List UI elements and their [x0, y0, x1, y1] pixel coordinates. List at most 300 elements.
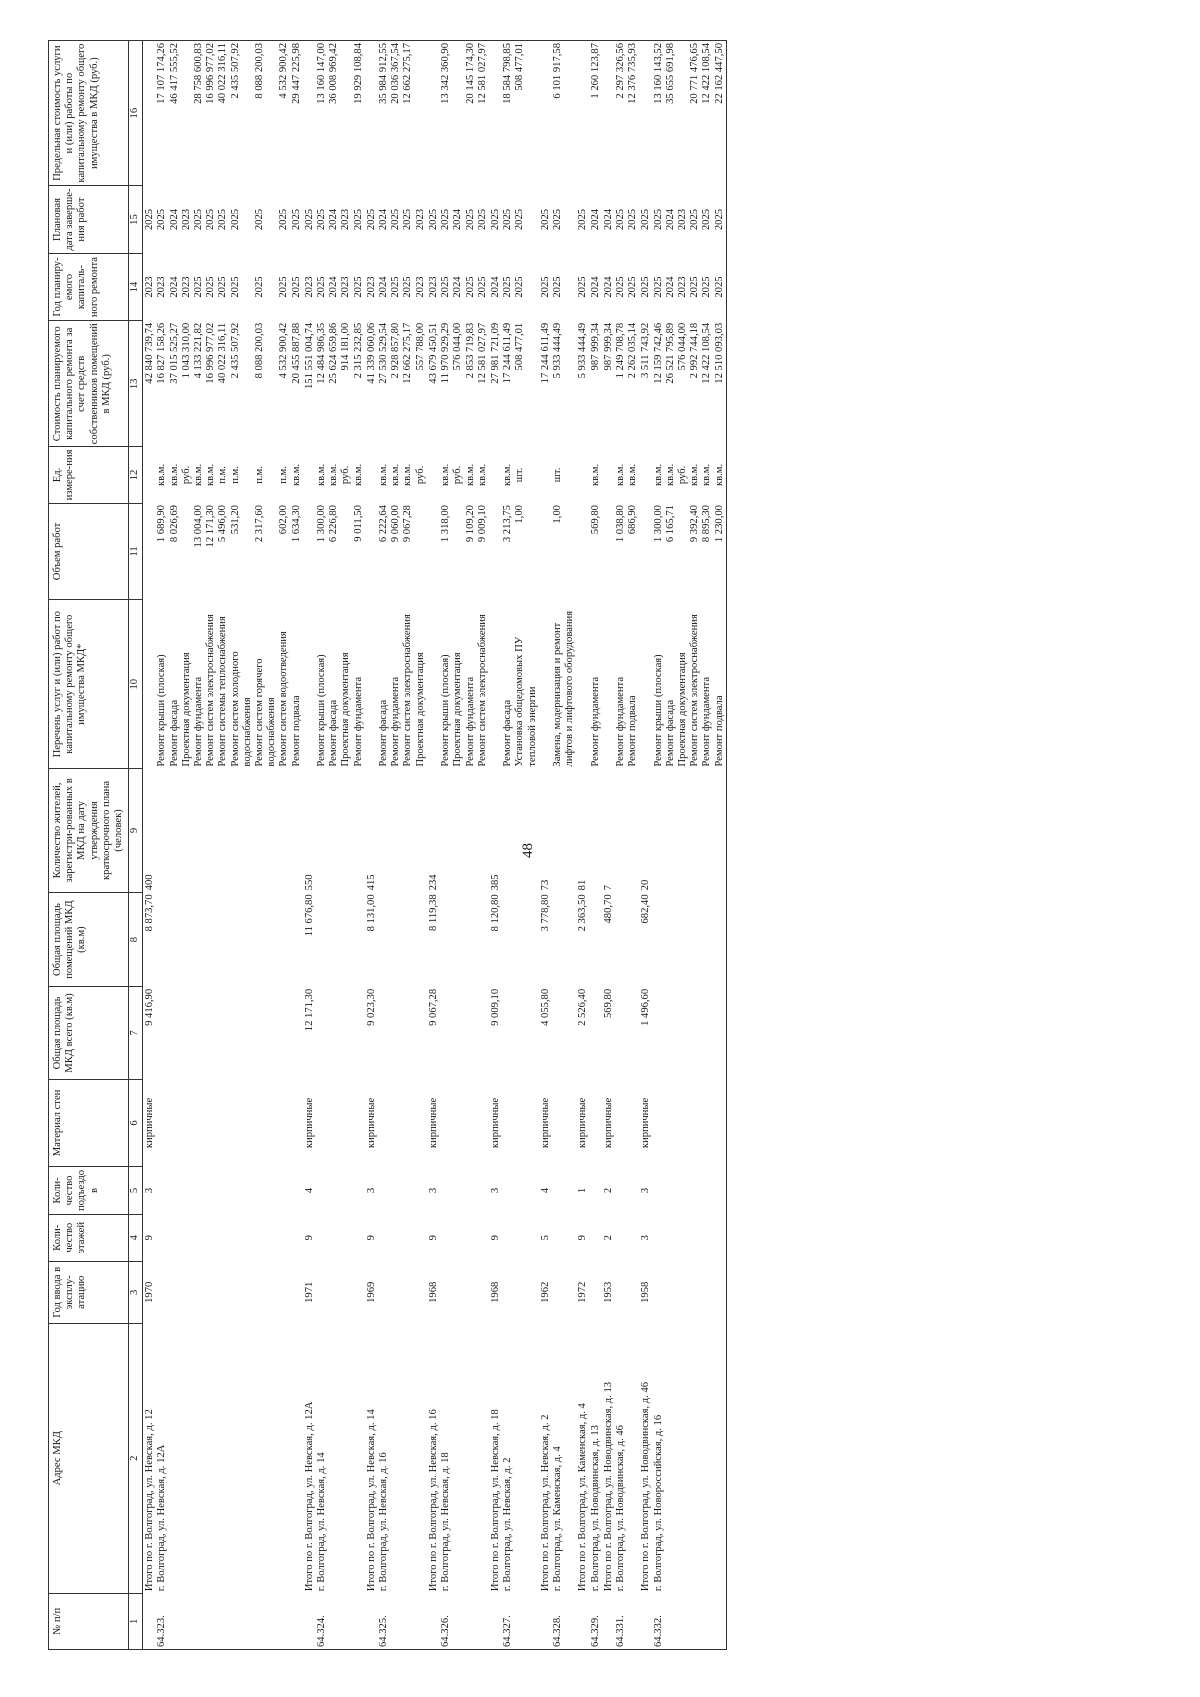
cell-completion-date: 2025	[427, 208, 439, 231]
cell-residents	[615, 769, 627, 893]
cell-unit	[427, 447, 440, 503]
cell-row-number	[714, 1593, 727, 1649]
cell-owner-cost: 17 244 611,49	[539, 322, 551, 384]
cell-row-number	[689, 1593, 701, 1649]
cell-entrances	[217, 1167, 229, 1214]
cell-max-cost: 12 581 027,97	[476, 43, 488, 104]
cell-work-volume: 9 392,40	[689, 505, 701, 543]
cell-planned-year: 2023	[156, 276, 168, 298]
cell-commission-year	[291, 1261, 303, 1323]
cell-row-number	[639, 1593, 652, 1649]
cell-wall-material	[415, 1079, 427, 1167]
cell-work-type: Ремонт крыши (плоская)	[316, 654, 328, 767]
cell-unit: п.м.	[278, 466, 290, 484]
cell-residents	[316, 769, 328, 893]
cell-residents	[291, 769, 303, 893]
table-row	[452, 41, 464, 1650]
cell-total-area	[217, 987, 229, 1079]
cell-commission-year	[254, 1261, 278, 1323]
cell-commission-year: 1970	[144, 1281, 156, 1303]
cell-work-volume: 1 689,90	[156, 505, 168, 543]
table-row	[502, 41, 514, 1650]
cell-unit: кв.м.	[352, 463, 364, 487]
cell-planned-year: 2024	[378, 276, 390, 298]
cell-completion-date: 2025	[689, 208, 701, 231]
cell-floors: 9	[427, 1235, 439, 1241]
cell-floors	[689, 1214, 701, 1261]
cell-max-cost: 13 160 147,00	[316, 43, 328, 104]
cell-commission-year	[169, 1261, 181, 1323]
cell-row-number	[701, 1593, 713, 1649]
cell-max-cost: 13 342 360,90	[440, 43, 452, 104]
cell-commission-year	[714, 1261, 727, 1323]
cell-row-number	[193, 1593, 205, 1649]
cell-work-type: Ремонт фундамента	[390, 676, 402, 767]
cell-max-cost: 12 376 735,93	[627, 43, 639, 104]
cell-total-area	[465, 987, 477, 1079]
cell-work-type: Ремонт системы теплоснабжения	[217, 616, 229, 767]
cell-max-cost	[427, 41, 440, 186]
cell-work-type: Ремонт крыши (плоская)	[440, 654, 452, 767]
cell-max-cost: 35 655 691,98	[664, 43, 676, 104]
cell-unit: кв.м.	[464, 463, 476, 487]
cell-unit	[539, 447, 552, 503]
cell-unit: п.м.	[217, 466, 229, 484]
cell-owner-cost: 987 999,34	[589, 322, 601, 371]
cell-planned-year: 2025	[229, 276, 241, 298]
table-row	[156, 41, 168, 1650]
cell-completion-date: 2025	[440, 208, 452, 231]
cell-premises-area	[714, 892, 727, 987]
cell-premises-area	[328, 892, 340, 987]
cell-completion-date: 2025	[713, 208, 725, 231]
cell-total-area: 569,80	[602, 988, 614, 1018]
cell-planned-year: 2024	[489, 276, 501, 298]
cell-premises-area: 8 119,38	[427, 894, 439, 932]
cell-work-type	[539, 600, 552, 769]
cell-address	[677, 1323, 689, 1593]
cell-completion-date: 2023	[414, 208, 426, 231]
cell-floors: 9	[365, 1235, 377, 1241]
cell-row-number	[415, 1593, 427, 1649]
cell-work-type: Проектная документация	[452, 652, 464, 767]
cell-total-area	[452, 987, 464, 1079]
cell-planned-year: 2023	[303, 276, 315, 298]
cell-completion-date: 2023	[180, 208, 192, 231]
cell-work-volume	[365, 503, 378, 600]
cell-residents	[217, 769, 229, 893]
cell-wall-material	[156, 1079, 168, 1167]
cell-work-volume	[539, 503, 552, 600]
cell-work-type	[427, 600, 440, 769]
cell-owner-cost: 2 315 232,85	[352, 322, 364, 379]
cell-row-number: 64.331.	[614, 1615, 626, 1647]
cell-residents	[440, 769, 452, 893]
cell-residents	[378, 769, 390, 893]
cell-max-cost	[303, 41, 316, 186]
cell-owner-cost: 557 788,00	[414, 322, 426, 371]
cell-total-area	[689, 987, 701, 1079]
cell-commission-year	[230, 1261, 254, 1323]
cell-completion-date: 2025	[290, 208, 302, 231]
cell-planned-year: 2023	[340, 276, 352, 298]
cell-work-type: Ремонт крыши (плоская)	[652, 654, 664, 767]
cell-row-number	[328, 1593, 340, 1649]
cell-residents	[502, 769, 514, 893]
cell-residents	[677, 769, 689, 893]
cell-planned-year: 2025	[205, 276, 217, 298]
cell-unit: кв.м.	[193, 463, 205, 487]
cell-row-number	[205, 1593, 217, 1649]
cell-residents	[205, 769, 217, 893]
cell-floors	[440, 1214, 452, 1261]
cell-residents	[415, 769, 427, 893]
cell-residents: 550	[303, 874, 315, 891]
cell-owner-cost: 27 981 721,09	[489, 322, 501, 384]
cell-work-type: Ремонт систем электроснабжения	[476, 614, 488, 767]
cell-unit: кв.м.	[205, 463, 217, 487]
cell-max-cost: 2 435 507,92	[229, 43, 241, 99]
cell-total-area	[316, 987, 328, 1079]
cell-residents	[689, 769, 701, 893]
cell-wall-material	[181, 1079, 193, 1167]
cell-planned-year: 2023	[676, 276, 688, 298]
table-row	[193, 41, 205, 1650]
cell-unit: кв.м.	[664, 463, 676, 487]
total-row	[303, 41, 316, 1650]
cell-row-number: 64.329.	[589, 1615, 601, 1647]
cell-completion-date: 2025	[352, 208, 364, 231]
cell-work-type	[602, 600, 615, 769]
cell-wall-material	[353, 1079, 365, 1167]
cell-work-type: Ремонт фундамента	[614, 676, 626, 767]
cell-unit: кв.м.	[316, 463, 328, 487]
table-row	[378, 41, 390, 1650]
total-row	[602, 41, 615, 1650]
cell-unit: кв.м.	[476, 463, 488, 487]
cell-wall-material	[465, 1079, 477, 1167]
cell-total-area	[328, 987, 340, 1079]
cell-wall-material: кирпичные	[144, 1097, 156, 1149]
cell-floors	[653, 1214, 665, 1261]
cell-address	[465, 1323, 477, 1593]
cell-planned-year: 2025	[278, 276, 290, 298]
cell-unit: шт.	[514, 467, 526, 483]
cell-floors	[627, 1214, 639, 1261]
cell-address: г. Волгоград, ул. Новодвинская, д. 13	[589, 1425, 601, 1592]
cell-work-volume	[452, 503, 464, 600]
cell-max-cost	[602, 41, 615, 186]
cell-entrances: 3	[427, 1187, 439, 1194]
total-row	[539, 41, 552, 1650]
cell-wall-material	[701, 1079, 713, 1167]
cell-premises-area: 2 363,50	[577, 894, 589, 932]
cell-planned-year: 2024	[602, 276, 614, 298]
cell-max-cost: 17 107 174,26	[156, 43, 168, 104]
cell-wall-material	[452, 1079, 464, 1167]
cell-address: Итого по г. Волгоград, ул. Невская, д. 16	[427, 1409, 439, 1592]
cell-address: г. Волгоград, ул. Невская, д. 18	[440, 1452, 452, 1592]
cell-commission-year	[415, 1261, 427, 1323]
cell-planned-year: 2025	[476, 276, 488, 298]
cell-planned-year: 2025	[464, 276, 476, 298]
cell-floors	[316, 1214, 328, 1261]
cell-planned-year: 2025	[193, 276, 205, 298]
cell-total-area	[230, 987, 254, 1079]
cell-residents: 81	[577, 879, 589, 891]
cell-total-area	[181, 987, 193, 1079]
cell-owner-cost: 11 970 929,29	[440, 322, 452, 384]
cell-max-cost: 16 996 977,02	[205, 43, 217, 104]
cell-floors	[514, 1214, 538, 1261]
cell-residents	[193, 769, 205, 893]
cell-total-area	[665, 987, 677, 1079]
cell-address: Итого по г. Волгоград, ул. Невская, д. 2	[539, 1414, 551, 1592]
cell-owner-cost: 25 624 659,86	[328, 322, 340, 384]
cell-wall-material	[316, 1079, 328, 1167]
cell-completion-date: 2025	[365, 208, 377, 231]
cell-premises-area	[552, 892, 576, 987]
cell-work-volume: 686,90	[627, 505, 639, 535]
cell-total-area	[653, 987, 665, 1079]
cell-entrances: 3	[640, 1187, 652, 1194]
total-row	[639, 41, 652, 1650]
cell-work-type: Установка общедомовых ПУ тепловой энергии	[514, 636, 538, 767]
column-number-work-volume: 11	[129, 503, 143, 600]
cell-row-number	[677, 1593, 689, 1649]
cell-address: г. Волгоград, ул. Невская, д. 16	[378, 1452, 390, 1592]
cell-completion-date: 2025	[254, 208, 266, 231]
cell-address	[217, 1323, 229, 1593]
cell-wall-material	[254, 1079, 278, 1167]
cell-address	[714, 1323, 727, 1593]
column-number-residents: 9	[129, 769, 143, 893]
table-row	[169, 41, 181, 1650]
cell-entrances	[677, 1167, 689, 1214]
table-row	[217, 41, 229, 1650]
cell-floors	[552, 1214, 576, 1261]
cell-wall-material	[193, 1079, 205, 1167]
cell-owner-cost: 8 088 200,03	[254, 322, 266, 379]
cell-row-number	[254, 1593, 278, 1649]
cell-commission-year	[465, 1261, 477, 1323]
cell-work-volume	[639, 503, 652, 600]
cell-commission-year	[193, 1261, 205, 1323]
cell-premises-area	[390, 892, 402, 987]
cell-premises-area	[378, 892, 390, 987]
cell-planned-year: 2025	[402, 276, 414, 298]
cell-entrances	[378, 1167, 390, 1214]
cell-owner-cost: 26 521 795,89	[664, 322, 676, 384]
table-row	[353, 41, 365, 1650]
header-wall-material: Материал стен	[49, 1079, 129, 1167]
cell-max-cost: 19 929 108,84	[352, 43, 364, 104]
cell-work-volume: 8 026,69	[168, 505, 180, 543]
table-row	[677, 41, 689, 1650]
cell-floors	[677, 1214, 689, 1261]
cell-total-area	[502, 987, 514, 1079]
table-row	[627, 41, 639, 1650]
cell-entrances	[701, 1167, 713, 1214]
cell-planned-year: 2024	[452, 276, 464, 298]
column-number-commission-year: 3	[129, 1261, 143, 1323]
header-address: Адрес МКД	[49, 1323, 129, 1593]
cell-entrances	[477, 1167, 489, 1214]
cell-commission-year	[156, 1261, 168, 1323]
cell-max-cost: 6 101 917,58	[551, 43, 563, 99]
cell-total-area	[278, 987, 290, 1079]
column-number-premises-area: 8	[129, 892, 143, 987]
table-row	[254, 41, 278, 1650]
cell-work-type: Проектная документация	[414, 652, 426, 767]
cell-wall-material	[552, 1079, 576, 1167]
total-row	[143, 41, 157, 1650]
cell-entrances	[316, 1167, 328, 1214]
cell-work-volume	[303, 503, 316, 600]
cell-floors	[402, 1214, 414, 1261]
cell-total-area	[402, 987, 414, 1079]
cell-total-area	[552, 987, 576, 1079]
cell-work-volume: 9 011,50	[352, 505, 364, 542]
cell-commission-year	[378, 1261, 390, 1323]
cell-floors	[217, 1214, 229, 1261]
cell-address: Итого по г. Волгоград, ул. Невская, д. 12	[144, 1409, 156, 1592]
cell-unit: руб.	[340, 465, 352, 485]
cell-floors	[193, 1214, 205, 1261]
cell-work-type: Ремонт крыши (плоская)	[156, 654, 168, 767]
total-row	[576, 41, 589, 1650]
cell-work-volume: 6 222,64	[378, 505, 390, 543]
cell-premises-area	[415, 892, 427, 987]
cell-premises-area: 8 131,00	[365, 894, 377, 932]
cell-residents	[353, 769, 365, 893]
cell-work-volume	[427, 503, 440, 600]
cell-work-type	[639, 600, 652, 769]
cell-work-type	[489, 600, 502, 769]
rotated-register-table	[48, 40, 1198, 1650]
cell-max-cost	[452, 41, 464, 186]
cell-owner-cost: 5 933 444,49	[551, 322, 563, 379]
cell-unit: руб.	[180, 465, 192, 485]
cell-completion-date: 2025	[614, 208, 626, 231]
cell-max-cost	[365, 41, 378, 186]
cell-owner-cost: 12 510 093,03	[713, 322, 725, 384]
cell-max-cost	[639, 41, 652, 186]
cell-owner-cost: 508 477,01	[514, 322, 526, 371]
cell-completion-date: 2024	[452, 208, 464, 231]
cell-work-volume: 1 230,00	[713, 505, 725, 543]
cell-owner-cost: 40 022 316,11	[217, 322, 229, 384]
cell-entrances	[514, 1167, 538, 1214]
cell-floors	[452, 1214, 464, 1261]
cell-work-volume: 1,00	[551, 505, 563, 524]
cell-planned-year: 2025	[701, 276, 713, 298]
cell-premises-area	[316, 892, 328, 987]
cell-floors	[477, 1214, 489, 1261]
cell-commission-year	[701, 1261, 713, 1323]
cell-row-number: 64.328.	[551, 1615, 563, 1647]
cell-wall-material	[714, 1079, 727, 1167]
cell-work-type: Ремонт систем электроснабжения	[689, 614, 701, 767]
cell-row-number	[291, 1593, 303, 1649]
cell-entrances	[291, 1167, 303, 1214]
cell-address	[254, 1323, 278, 1593]
cell-premises-area: 480,70	[602, 894, 614, 924]
cell-premises-area	[627, 892, 639, 987]
cell-unit: кв.м.	[402, 463, 414, 487]
cell-commission-year	[390, 1261, 402, 1323]
cell-entrances	[193, 1167, 205, 1214]
cell-row-number: 64.332.	[652, 1615, 664, 1647]
cell-total-area	[615, 987, 627, 1079]
cell-residents	[230, 769, 254, 893]
cell-residents	[181, 769, 193, 893]
cell-completion-date: 2025	[476, 208, 488, 231]
cell-row-number	[340, 1593, 352, 1649]
cell-wall-material	[230, 1079, 254, 1167]
cell-premises-area	[230, 892, 254, 987]
cell-completion-date: 2025	[229, 208, 241, 231]
cell-work-type: Ремонт систем электроснабжения	[402, 614, 414, 767]
table-row	[291, 41, 303, 1650]
cell-wall-material	[402, 1079, 414, 1167]
cell-planned-year: 2025	[713, 276, 725, 298]
cell-owner-cost: 2 262 035,14	[627, 322, 639, 379]
cell-work-type: Ремонт подвала	[290, 695, 302, 767]
cell-work-volume: 1 318,00	[440, 505, 452, 543]
cell-wall-material	[514, 1079, 538, 1167]
header-unit: Ед. измере-ния	[49, 447, 129, 503]
cell-unit	[143, 447, 157, 503]
cell-address: Итого по г. Волгоград, ул. Новодвинская, д. 13	[602, 1381, 614, 1592]
cell-floors	[278, 1214, 290, 1261]
cell-work-type: Ремонт фундамента	[589, 676, 601, 767]
cell-wall-material	[205, 1079, 217, 1167]
cell-address	[514, 1323, 538, 1593]
cell-owner-cost: 27 530 529,54	[378, 322, 390, 384]
cell-commission-year	[316, 1261, 328, 1323]
cell-floors	[615, 1214, 627, 1261]
cell-residents	[477, 769, 489, 893]
header-work-type: Перечень услуг и (или) работ по капитальному ремонту общего имущества МКД*	[49, 600, 129, 769]
cell-row-number	[477, 1593, 489, 1649]
total-row	[427, 41, 440, 1650]
cell-premises-area	[291, 892, 303, 987]
cell-residents	[514, 769, 538, 893]
cell-work-volume	[602, 503, 615, 600]
cell-max-cost: 36 008 969,42	[328, 43, 340, 104]
cell-planned-year: 2023	[414, 276, 426, 298]
cell-completion-date: 2025	[303, 208, 315, 231]
cell-premises-area	[701, 892, 713, 987]
cell-address: Итого по г. Волгоград, ул. Невская, д. 12А	[303, 1401, 315, 1592]
cell-owner-cost: 42 840 739,74	[144, 322, 156, 384]
cell-total-area: 1 496,60	[640, 988, 652, 1026]
cell-owner-cost: 2 853 719,83	[464, 322, 476, 379]
cell-wall-material	[378, 1079, 390, 1167]
cell-unit: кв.м.	[614, 463, 626, 487]
cell-owner-cost: 17 244 611,49	[502, 322, 514, 384]
cell-total-area	[254, 987, 278, 1079]
cell-address	[353, 1323, 365, 1593]
cell-residents	[278, 769, 290, 893]
cell-planned-year: 2023	[144, 276, 156, 298]
cell-wall-material	[291, 1079, 303, 1167]
cell-work-type	[303, 600, 316, 769]
cell-completion-date: 2024	[378, 208, 390, 231]
header-total-area: Общая площадь МКД всего (кв.м)	[49, 987, 129, 1079]
cell-completion-date: 2025	[514, 208, 526, 231]
